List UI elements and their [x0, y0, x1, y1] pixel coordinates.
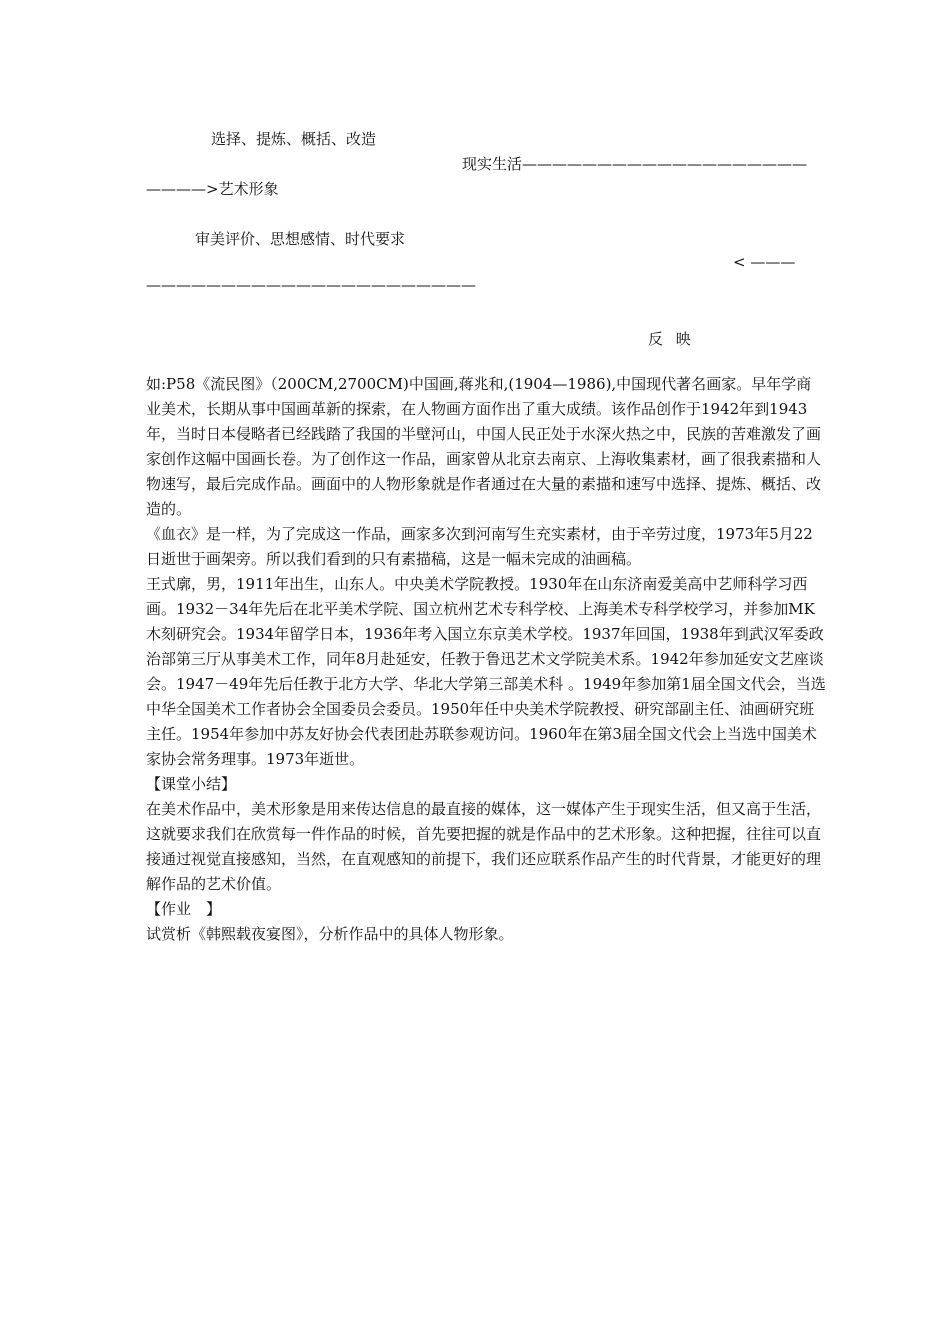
diagram-evaluation-label: 审美评价、思想感情、时代要求 [195, 230, 406, 248]
paragraph-wangshikuo-bio: 王式廓，男，1911年出生，山东人。中央美术学院教授。1930年在山东济南爱美高中艺师科学习西画。1932－34年先后在北平美术学院、国立杭州艺术专科学校、上海美术专科学校学习，并参加MK木刻研究会。1934年留学日本，1936年考入国立东京美术学校。1937年回国，1938年到武汉军委政治部第三厅从事美术工作，同年8月赴延安，任教于鲁迅艺术文学院美术系。1942年参加延安文艺座谈会。1947－49年先后任教于北方大学、华北大学第三部美术科 。1949年参加第1届全国文代会，当选中华全国美术工作者协会全国委员会委员。1950年任中央美术学院教授、研究部副主任、油画研究班主任。1954年参加中苏友好协会代表团赴苏联参观访问。1960年在第3届全国文代会上当选中国美术家协会常务理事。1973年逝世。 [146, 575, 826, 768]
diagram-art-image-arrow: ————>艺术形象 [146, 180, 279, 198]
diagram-process-label: 选择、提炼、概括、改造 [211, 130, 377, 148]
paragraph-liumintu: 如:P58《流民图》（200CM,2700CM)中国画,蒋兆和,(1904—1986),中国现代著名画家。早年学商业美术，长期从事中国画革新的探索，在人物画方面作出了重大成绩。该作品创作于1942年到1943年，当时日本侵略者已经践踏了我国的半壁河山，中国人民正处于水深火热之中，民族的苦难激发了画家创作这幅中国画长卷。为了创作这一作品，画家曾从北京去南京、上海收集素材，画了很我素描和人物速写，最后完成作品。画面中的人物形象就是作者通过在大量的素描和速写中选择、提炼、概括、改造的。 [146, 375, 822, 518]
paragraph-xueyi: 《血衣》是一样，为了完成这一作品，画家多次到河南写生充实素材，由于辛劳过度，1973年5月22日逝世于画架旁。所以我们看到的只有素描稿，这是一幅未完成的油画稿。 [146, 525, 813, 568]
paragraph-homework: 试赏析《韩熙载夜宴图》，分析作品中的具体人物形象。 [146, 925, 514, 943]
diagram-reflect-label: 反 映 [648, 330, 695, 348]
section-heading-summary: 【课堂小结】 [146, 775, 237, 793]
document-body [146, 372, 826, 947]
diagram-return-arrow-line: —————————————————————— [146, 276, 476, 294]
paragraph-summary: 在美术作品中，美术形象是用来传达信息的最直接的媒体，这一媒体产生于现实生活，但又高于生活，这就要求我们在欣赏每一件作品的时候，首先要把握的就是作品中的艺术形象。这种把握，往往可以直接通过视觉直接感知，当然，在直观感知的前提下，我们还应联系作品产生的时代背景，才能更好的理解作品的艺术价值。 [146, 800, 822, 893]
diagram-real-life-arrow: 现实生活——————————————————— [462, 155, 808, 173]
diagram-return-arrow-head: < ——— [733, 253, 796, 271]
section-heading-homework: 【作业 】 [146, 900, 222, 918]
